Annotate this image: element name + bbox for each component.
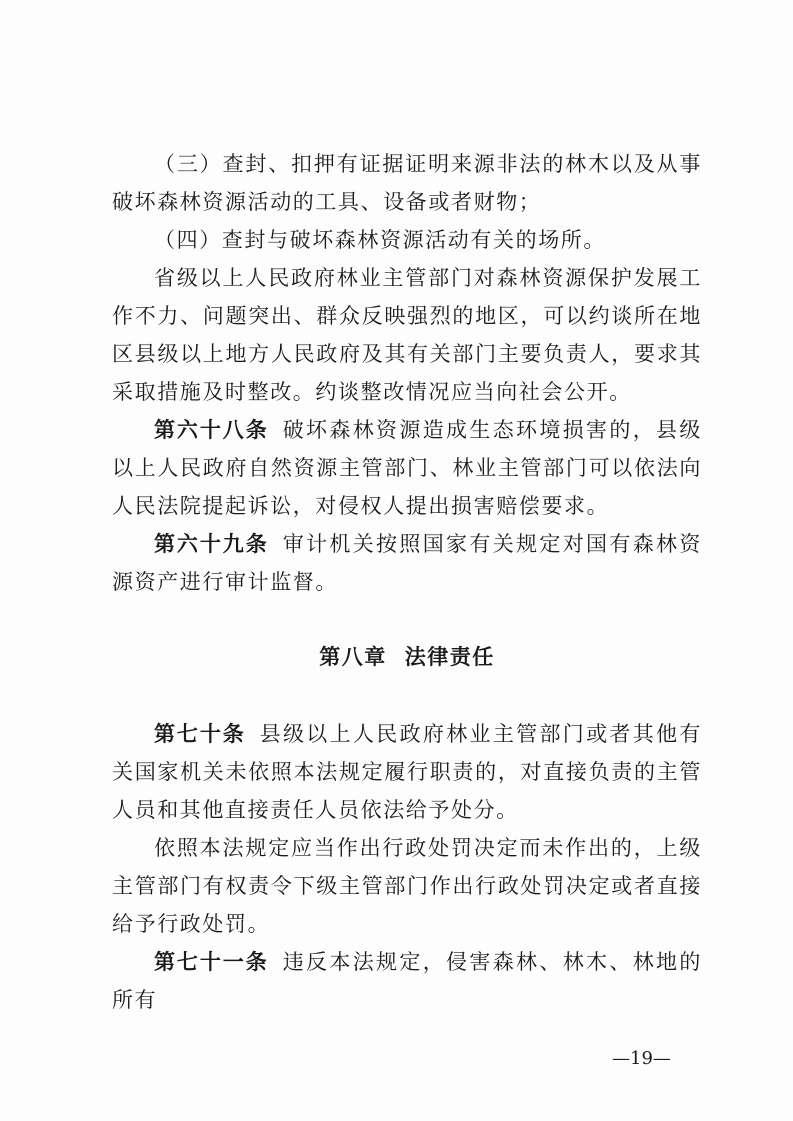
article-text: 破坏森林资源造成生态环境损害的，县级以上人民政府自然资源主管部门、林业主管部门可以依法向人民法院提起诉讼，对侵权人提出损害赔偿要求。 — [112, 418, 702, 518]
article-text: 违反本法规定，侵害森林、林木、林地的所有 — [112, 950, 702, 1012]
article-heading: 第七十条 — [154, 722, 246, 746]
article-text: 县级以上人民政府林业主管部门或者其他有关国家机关未依照本法规定履行职责的，对直接负责的主管人员和其他直接责任人员依法给予处分。 — [112, 722, 702, 822]
chapter-title — [112, 638, 702, 676]
chapter-number: 第八章 — [319, 645, 387, 669]
document-body — [112, 145, 702, 1019]
paragraph-item-3 — [112, 145, 702, 221]
article-heading: 第六十八条 — [154, 418, 269, 442]
article-text: 审计机关按照国家有关规定对国有森林资源资产进行审计监督。 — [112, 532, 702, 594]
paragraph-text: 省级以上人民政府林业主管部门对森林资源保护发展工作不力、问题突出、群众反映强烈的地区，可以约谈所在地区县级以上地方人民政府及其有关部门主要负责人，要求其采取措施及时整改。约谈整改情况应当向社会公开。 — [112, 266, 702, 404]
article-69 — [112, 525, 702, 601]
page-number: —19— — [612, 1048, 671, 1069]
paragraph-item-4 — [112, 221, 702, 259]
article-71 — [112, 943, 702, 1019]
paragraph-text: 依照本法规定应当作出行政处罚决定而未作出的，上级主管部门有权责令下级主管部门作出行政处罚决定或者直接给予行政处罚。 — [112, 836, 702, 936]
article-70 — [112, 715, 702, 829]
article-68 — [112, 411, 702, 525]
article-heading: 第六十九条 — [154, 532, 269, 556]
article-heading: 第七十一条 — [154, 950, 269, 974]
chapter-name: 法律责任 — [404, 645, 495, 669]
paragraph-text: （三）查封、扣押有证据证明来源非法的林木以及从事破坏森林资源活动的工具、设备或者财物； — [112, 152, 702, 214]
paragraph-text: （四）查封与破坏森林资源活动有关的场所。 — [154, 228, 606, 252]
paragraph-provincial-interview — [112, 259, 702, 411]
article-70-clause-2 — [112, 829, 702, 943]
